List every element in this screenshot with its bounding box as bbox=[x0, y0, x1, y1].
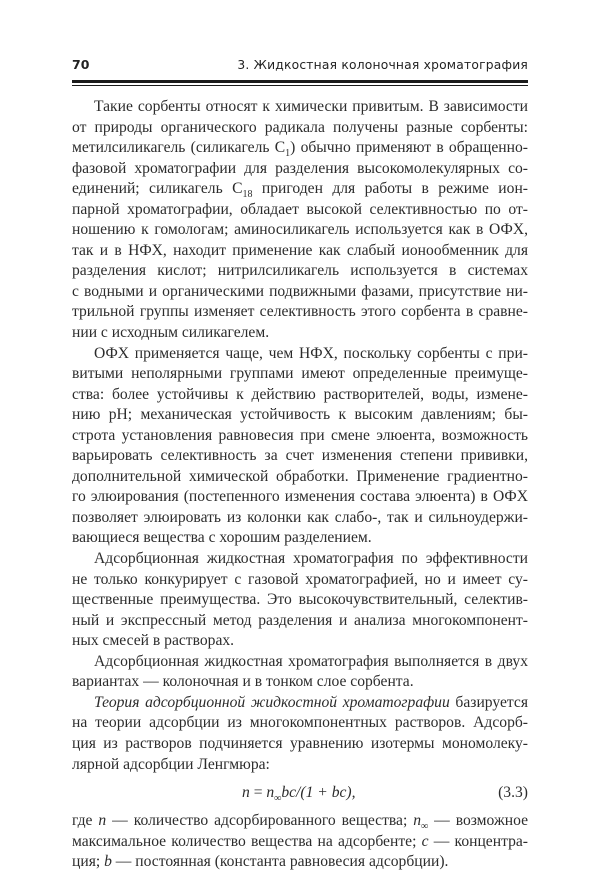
text-line: ношению к гомологам; аминосиликагель используется как в ОФХ, bbox=[72, 221, 528, 239]
text-line: дополнительной химической обработки. Применение градиентно- bbox=[72, 467, 528, 485]
text-line: нии с исходным силикагелем. bbox=[72, 324, 270, 342]
paragraph-where bbox=[72, 811, 528, 873]
text-line: Такие сорбенты относят к химически привитым. В зависимости bbox=[94, 98, 528, 115]
text-line: ОФХ применяется чаще, чем НФХ, поскольку сорбенты с при- bbox=[94, 344, 528, 362]
equation-langmuir bbox=[72, 777, 528, 809]
text-line: парной хроматографии, обладает высокой селективностью по от- bbox=[72, 200, 528, 218]
text-line: с водными и органическими подвижными фазами, присутствие ни- bbox=[72, 282, 528, 300]
text-line: варьировать селективность за счет изменения степени прививки, bbox=[72, 447, 528, 465]
text-line: позволяет элюировать из колонки как слабо-, так и сильноудержи- bbox=[72, 508, 528, 526]
text-line: ный и экспрессный метод разделения и анализа многокомпонент- bbox=[72, 611, 528, 629]
text-line: на теории адсорбции из многокомпонентных растворов. Адсорб- bbox=[72, 714, 528, 732]
text-line: метилсиликагель (силикагель $C_1$) обычно применяют в обращенно- bbox=[72, 139, 528, 160]
text-line: лярной адсорбции Ленгмюра: bbox=[72, 755, 270, 773]
paragraph-variants bbox=[72, 652, 528, 693]
text-line: ция; b — постоянная (константа равновесия адсорбции). bbox=[72, 853, 449, 871]
text-line: так и в НФХ, находит применение как слабый ионообменник для bbox=[72, 241, 528, 259]
header-rule-thin bbox=[72, 85, 528, 86]
text-line: где n — количество адсорбированного вещества; $n_\infty$ — возможное bbox=[72, 812, 528, 833]
text-line: щественные преимущества. Это высокочувствительный, селектив- bbox=[72, 591, 528, 609]
chapter-title: 3. Жидкостная колоночная хроматография bbox=[237, 58, 528, 72]
text-line: вающиеся вещества с хорошим разделением. bbox=[72, 529, 372, 547]
text-line: строта установления равновесия при смене элюента, возможность bbox=[72, 426, 528, 444]
book-page bbox=[72, 56, 528, 873]
italic-term: Теория адсорбционной жидкостной хроматографии bbox=[94, 693, 450, 711]
body-text bbox=[72, 97, 528, 873]
text-line: вариантах — колоночная и в тонком слое сорбента. bbox=[72, 673, 414, 691]
text-line: фазовой хроматографии для разделения высокомолекулярных со- bbox=[72, 159, 528, 177]
paragraph-sorbents bbox=[72, 97, 528, 344]
equation-number: (3.3) bbox=[498, 784, 528, 802]
equation-expression: $n = n_\infty bc/(1 + bc)$, bbox=[242, 784, 356, 805]
text-line: ства: более устойчивы к действию растворителей, воды, измене- bbox=[72, 385, 528, 403]
text-line: Адсорбционная жидкостная хроматография выполняется в двух bbox=[94, 652, 528, 670]
paragraph-adsorption-efficiency bbox=[72, 549, 528, 652]
header-rule-thick bbox=[72, 80, 528, 83]
text-line: трильной группы изменяет селективность этого сорбента в сравне- bbox=[72, 303, 528, 321]
text-line: витыми неполярными группами имеют определенные преимуще- bbox=[72, 365, 528, 383]
text-line: не только конкурирует с газовой хроматографией, но и имеет су- bbox=[72, 570, 528, 588]
text-line: разделения кислот; нитрилсиликагель используется в системах bbox=[72, 262, 528, 280]
text-line: Теория адсорбционной жидкостной хроматографии базируется bbox=[94, 693, 528, 711]
text-line: ция из растворов подчиняется уравнению изотермы мономолеку- bbox=[72, 734, 528, 752]
text-line: Адсорбционная жидкостная хроматография по эффективности bbox=[94, 550, 528, 568]
text-line: единений; силикагель $C_{18}$ пригоден для работы в режиме ион- bbox=[72, 180, 528, 201]
text-line: нию pH; механическая устойчивость к высоким давлениям; бы- bbox=[72, 406, 528, 424]
paragraph-ofh bbox=[72, 344, 528, 549]
text-line: от природы органического радикала получены разные сорбенты: bbox=[72, 118, 528, 136]
text-line: максимальное количество вещества на адсорбенте; c — концентра- bbox=[72, 832, 528, 850]
text-line: го элюирования (постепенного изменения состава элюента) в ОФХ bbox=[72, 488, 528, 506]
running-header bbox=[72, 56, 528, 74]
paragraph-theory bbox=[72, 693, 528, 775]
page-number: 70 bbox=[72, 57, 90, 72]
text-line: ных смесей в растворах. bbox=[72, 632, 235, 650]
